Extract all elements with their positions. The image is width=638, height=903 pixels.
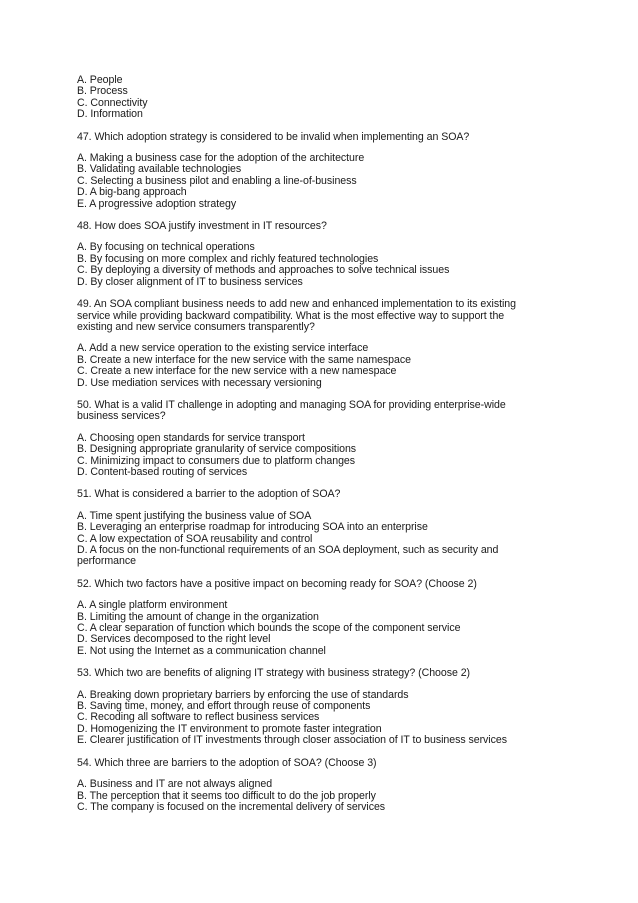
option-d: D. A focus on the non-functional requirements of an SOA deployment, such as security and bbox=[77, 544, 499, 556]
option-a: A. Business and IT are not always aligned bbox=[77, 778, 273, 791]
option-a: A. Breaking down proprietary barriers by enforcing the use of standards bbox=[77, 688, 409, 701]
question-text: 48. How does SOA justify investment in IT resources? bbox=[77, 220, 327, 233]
question-text: 47. Which adoption strategy is considered to be invalid when implementing an SOA? bbox=[77, 130, 470, 143]
option-d: D. A big-bang approach bbox=[77, 186, 187, 199]
option-b: B. Process bbox=[77, 85, 128, 98]
question-text: 52. Which two factors have a positive impact on becoming ready for SOA? (Choose 2) bbox=[77, 577, 477, 590]
question-text-line-2: business services? bbox=[77, 410, 166, 423]
question-block-53 bbox=[77, 668, 567, 746]
option-b: B. The perception that it seems too difficult to do the job properly bbox=[77, 789, 376, 802]
option-a: A. A single platform environment bbox=[77, 599, 228, 612]
option-a: A. Making a business case for the adoption of the architecture bbox=[77, 152, 365, 165]
option-c: C. By deploying a diversity of methods and approaches to solve technical issues bbox=[77, 264, 450, 277]
question-block-50 bbox=[77, 400, 567, 478]
question-text: 54. Which three are barriers to the adoption of SOA? (Choose 3) bbox=[77, 756, 377, 769]
option-d: D. Homogenizing the IT environment to promote faster integration bbox=[77, 722, 382, 735]
option-c: C. Minimizing impact to consumers due to platform changes bbox=[77, 454, 356, 467]
option-a: A. By focusing on technical operations bbox=[77, 241, 255, 254]
option-b: B. Validating available technologies bbox=[77, 163, 242, 176]
option-c: C. Connectivity bbox=[77, 96, 148, 109]
option-b: B. Saving time, money, and effort through reuse of components bbox=[77, 700, 371, 713]
option-c: C. Selecting a business pilot and enabling a line-of-business bbox=[77, 174, 357, 187]
option-c: C. A low expectation of SOA reusability and control bbox=[77, 532, 313, 545]
option-b: B. By focusing on more complex and richly featured technologies bbox=[77, 252, 379, 265]
question-text-line-1: 49. An SOA compliant business needs to add new and enhanced implementation to its existing bbox=[77, 298, 516, 311]
option-d: D. Information bbox=[77, 108, 143, 121]
question-block-47 bbox=[77, 132, 567, 210]
option-d: D. Services decomposed to the right level bbox=[77, 633, 271, 646]
question-block-49 bbox=[77, 299, 567, 389]
option-d: D. Use mediation services with necessary versioning bbox=[77, 376, 322, 389]
question-text-line-1: 50. What is a valid IT challenge in adopting and managing SOA for providing enterprise-wide bbox=[77, 398, 506, 411]
option-b: B. Designing appropriate granularity of service compositions bbox=[77, 443, 357, 456]
question-block-52 bbox=[77, 579, 567, 657]
option-e: E. Clearer justification of IT investments through closer association of IT to business services bbox=[77, 734, 507, 747]
question-text-line-2: service while providing backward compatibility. What is the most effective way to support the bbox=[77, 309, 505, 322]
option-d-continued: performance bbox=[77, 555, 136, 568]
option-d: D. By closer alignment of IT to business services bbox=[77, 275, 303, 288]
option-c: C. Create a new interface for the new service with a new namespace bbox=[77, 365, 397, 378]
question-text-line-3: existing and new service consumers transparently? bbox=[77, 320, 315, 333]
document-page bbox=[77, 75, 567, 813]
option-a: A. Add a new service operation to the existing service interface bbox=[77, 342, 369, 355]
question-text: 51. What is considered a barrier to the adoption of SOA? bbox=[77, 488, 341, 501]
question-block-51 bbox=[77, 489, 567, 567]
question-text: 53. Which two are benefits of aligning IT strategy with business strategy? (Choose 2) bbox=[77, 667, 471, 680]
option-c: C. The company is focused on the incremental delivery of services bbox=[77, 800, 386, 813]
question-block-48 bbox=[77, 221, 567, 288]
option-a: A. Choosing open standards for service transport bbox=[77, 431, 305, 444]
question-block-54 bbox=[77, 758, 567, 814]
option-b: B. Create a new interface for the new service with the same namespace bbox=[77, 353, 411, 366]
option-a: A. Time spent justifying the business value of SOA bbox=[77, 509, 312, 522]
option-a: A. People bbox=[77, 74, 123, 86]
option-d: D. Content-based routing of services bbox=[77, 465, 248, 478]
option-b: B. Limiting the amount of change in the organization bbox=[77, 610, 319, 623]
option-c: C. Recoding all software to reflect business services bbox=[77, 711, 320, 724]
option-c: C. A clear separation of function which bounds the scope of the component service bbox=[77, 622, 461, 635]
question-block-46-continued bbox=[77, 75, 567, 121]
option-e: E. Not using the Internet as a communication channel bbox=[77, 644, 326, 657]
option-e: E. A progressive adoption strategy bbox=[77, 197, 237, 210]
option-b: B. Leveraging an enterprise roadmap for introducing SOA into an enterprise bbox=[77, 521, 428, 534]
